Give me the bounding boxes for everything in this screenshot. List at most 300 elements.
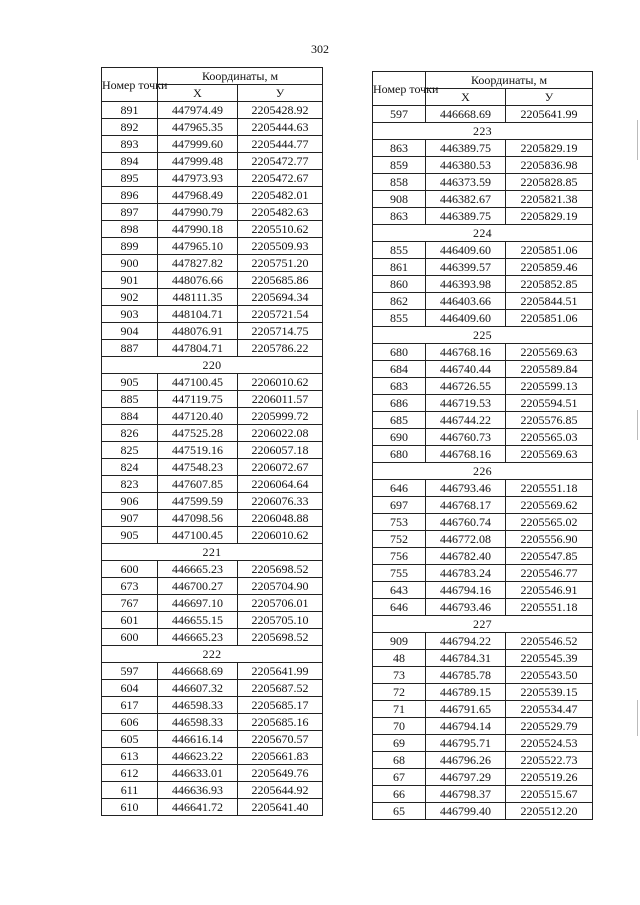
point-number-cell: 66 — [373, 786, 426, 803]
table-row — [373, 242, 593, 259]
x-coordinate-cell: 446700.27 — [158, 578, 238, 595]
x-coordinate-cell: 447098.56 — [158, 510, 238, 527]
x-coordinate-cell: 448076.66 — [158, 272, 238, 289]
x-coordinate-cell: 446623.22 — [158, 748, 238, 765]
point-number-cell: 901 — [102, 272, 158, 289]
table-row — [102, 425, 323, 442]
x-coordinate-cell: 446399.57 — [426, 259, 506, 276]
x-coordinate-cell: 446697.10 — [158, 595, 238, 612]
point-number-cell: 697 — [373, 497, 426, 514]
y-coordinate-cell: 2205556.90 — [506, 531, 593, 548]
x-coordinate-cell: 447100.45 — [158, 527, 238, 544]
coordinates-table-left — [101, 67, 323, 816]
y-coordinate-cell: 2205852.85 — [506, 276, 593, 293]
x-coordinate-cell: 446772.08 — [426, 531, 506, 548]
table-row — [102, 204, 323, 221]
point-number-cell: 601 — [102, 612, 158, 629]
y-coordinate-cell: 2205534.47 — [506, 701, 593, 718]
table-row — [373, 514, 593, 531]
y-coordinate-cell: 2205546.77 — [506, 565, 593, 582]
table-row — [373, 786, 593, 803]
group-row — [373, 123, 593, 140]
point-number-cell: 646 — [373, 480, 426, 497]
table-row — [102, 612, 323, 629]
group-number: 226 — [373, 463, 593, 480]
x-coordinate-cell: 446740.44 — [426, 361, 506, 378]
table-row — [102, 323, 323, 340]
table-row — [102, 119, 323, 136]
table-row — [102, 578, 323, 595]
y-coordinate-cell: 2205844.51 — [506, 293, 593, 310]
header-y: У — [506, 89, 593, 106]
point-number-cell: 899 — [102, 238, 158, 255]
y-coordinate-cell: 2205569.63 — [506, 344, 593, 361]
point-number-cell: 67 — [373, 769, 426, 786]
x-coordinate-cell: 447120.40 — [158, 408, 238, 425]
x-coordinate-cell: 447965.10 — [158, 238, 238, 255]
point-number-cell: 755 — [373, 565, 426, 582]
y-coordinate-cell: 2206072.67 — [238, 459, 323, 476]
x-coordinate-cell: 446794.16 — [426, 582, 506, 599]
y-coordinate-cell: 2205569.63 — [506, 446, 593, 463]
y-coordinate-cell: 2205670.57 — [238, 731, 323, 748]
table-row — [373, 684, 593, 701]
point-number-cell: 900 — [102, 255, 158, 272]
table-row — [373, 752, 593, 769]
x-coordinate-cell: 446744.22 — [426, 412, 506, 429]
point-number-cell: 863 — [373, 208, 426, 225]
y-coordinate-cell: 2205482.01 — [238, 187, 323, 204]
table-row — [102, 459, 323, 476]
table-row — [102, 714, 323, 731]
point-number-cell: 894 — [102, 153, 158, 170]
x-coordinate-cell: 446598.33 — [158, 714, 238, 731]
point-number-cell: 892 — [102, 119, 158, 136]
table-row — [102, 153, 323, 170]
scan-margin-mark — [637, 700, 638, 736]
point-number-cell: 71 — [373, 701, 426, 718]
x-coordinate-cell: 448111.35 — [158, 289, 238, 306]
point-number-cell: 73 — [373, 667, 426, 684]
y-coordinate-cell: 2205472.77 — [238, 153, 323, 170]
point-number-cell: 684 — [373, 361, 426, 378]
x-coordinate-cell: 447119.75 — [158, 391, 238, 408]
y-coordinate-cell: 2205565.03 — [506, 429, 593, 446]
point-number-cell: 752 — [373, 531, 426, 548]
x-coordinate-cell: 446665.23 — [158, 629, 238, 646]
point-number-cell: 860 — [373, 276, 426, 293]
point-number-cell: 907 — [102, 510, 158, 527]
header-coordinates: Координаты, м — [426, 72, 593, 89]
x-coordinate-cell: 446380.53 — [426, 157, 506, 174]
table-row — [102, 731, 323, 748]
x-coordinate-cell: 446373.59 — [426, 174, 506, 191]
y-coordinate-cell: 2205829.19 — [506, 140, 593, 157]
y-coordinate-cell: 2205547.85 — [506, 548, 593, 565]
table-row — [373, 565, 593, 582]
table-row — [373, 208, 593, 225]
table-row — [102, 663, 323, 680]
point-number-cell: 613 — [102, 748, 158, 765]
group-row — [373, 327, 593, 344]
point-number-cell: 905 — [102, 374, 158, 391]
x-coordinate-cell: 448104.71 — [158, 306, 238, 323]
point-number-cell: 756 — [373, 548, 426, 565]
point-number-cell: 825 — [102, 442, 158, 459]
point-number-cell: 686 — [373, 395, 426, 412]
x-coordinate-cell: 446409.60 — [426, 242, 506, 259]
scan-margin-mark — [637, 410, 638, 440]
table-row — [102, 289, 323, 306]
point-number-cell: 597 — [373, 106, 426, 123]
header-point-number: Номер точки — [373, 72, 426, 106]
x-coordinate-cell: 447974.49 — [158, 102, 238, 119]
point-number-cell: 683 — [373, 378, 426, 395]
x-coordinate-cell: 447999.60 — [158, 136, 238, 153]
table-row — [102, 187, 323, 204]
point-number-cell: 855 — [373, 242, 426, 259]
y-coordinate-cell: 2206010.62 — [238, 527, 323, 544]
table-row — [373, 650, 593, 667]
y-coordinate-cell: 2206057.18 — [238, 442, 323, 459]
table-row — [373, 344, 593, 361]
table-row — [373, 378, 593, 395]
y-coordinate-cell: 2205698.52 — [238, 561, 323, 578]
table-row — [102, 629, 323, 646]
x-coordinate-cell: 446636.93 — [158, 782, 238, 799]
y-coordinate-cell: 2205641.40 — [238, 799, 323, 816]
y-coordinate-cell: 2205859.46 — [506, 259, 593, 276]
y-coordinate-cell: 2205714.75 — [238, 323, 323, 340]
x-coordinate-cell: 446768.16 — [426, 446, 506, 463]
point-number-cell: 909 — [373, 633, 426, 650]
y-coordinate-cell: 2206064.64 — [238, 476, 323, 493]
x-coordinate-cell: 446598.33 — [158, 697, 238, 714]
y-coordinate-cell: 2205472.67 — [238, 170, 323, 187]
point-number-cell: 908 — [373, 191, 426, 208]
point-number-cell: 612 — [102, 765, 158, 782]
point-number-cell: 898 — [102, 221, 158, 238]
point-number-cell: 903 — [102, 306, 158, 323]
table-row — [373, 140, 593, 157]
x-coordinate-cell: 447525.28 — [158, 425, 238, 442]
group-row — [102, 544, 323, 561]
point-number-cell: 863 — [373, 140, 426, 157]
point-number-cell: 902 — [102, 289, 158, 306]
point-number-cell: 887 — [102, 340, 158, 357]
y-coordinate-cell: 2205539.15 — [506, 684, 593, 701]
point-number-cell: 680 — [373, 446, 426, 463]
table-row — [102, 272, 323, 289]
point-number-cell: 604 — [102, 680, 158, 697]
y-coordinate-cell: 2205694.34 — [238, 289, 323, 306]
y-coordinate-cell: 2205687.52 — [238, 680, 323, 697]
y-coordinate-cell: 2205599.13 — [506, 378, 593, 395]
x-coordinate-cell: 446796.26 — [426, 752, 506, 769]
y-coordinate-cell: 2205829.19 — [506, 208, 593, 225]
point-number-cell: 605 — [102, 731, 158, 748]
point-number-cell: 893 — [102, 136, 158, 153]
header-x: X — [426, 89, 506, 106]
y-coordinate-cell: 2205828.85 — [506, 174, 593, 191]
point-number-cell: 884 — [102, 408, 158, 425]
table-row — [102, 408, 323, 425]
x-coordinate-cell: 447548.23 — [158, 459, 238, 476]
y-coordinate-cell: 2205786.22 — [238, 340, 323, 357]
table-row — [373, 633, 593, 650]
x-coordinate-cell: 446791.65 — [426, 701, 506, 718]
table-row — [373, 293, 593, 310]
point-number-cell: 685 — [373, 412, 426, 429]
point-number-cell: 600 — [102, 629, 158, 646]
y-coordinate-cell: 2205524.53 — [506, 735, 593, 752]
y-coordinate-cell: 2205545.39 — [506, 650, 593, 667]
x-coordinate-cell: 447965.35 — [158, 119, 238, 136]
point-number-cell: 70 — [373, 718, 426, 735]
point-number-cell: 646 — [373, 599, 426, 616]
point-number-cell: 855 — [373, 310, 426, 327]
x-coordinate-cell: 447100.45 — [158, 374, 238, 391]
table-row — [102, 476, 323, 493]
x-coordinate-cell: 447973.93 — [158, 170, 238, 187]
table-row — [102, 340, 323, 357]
table-row — [373, 157, 593, 174]
y-coordinate-cell: 2205519.26 — [506, 769, 593, 786]
x-coordinate-cell: 446641.72 — [158, 799, 238, 816]
group-row — [102, 646, 323, 663]
table-row — [373, 718, 593, 735]
group-row — [102, 357, 323, 374]
point-number-cell: 600 — [102, 561, 158, 578]
point-number-cell: 824 — [102, 459, 158, 476]
y-coordinate-cell: 2205836.98 — [506, 157, 593, 174]
x-coordinate-cell: 446793.46 — [426, 599, 506, 616]
y-coordinate-cell: 2205649.76 — [238, 765, 323, 782]
point-number-cell: 861 — [373, 259, 426, 276]
group-number: 227 — [373, 616, 593, 633]
x-coordinate-cell: 447990.79 — [158, 204, 238, 221]
y-coordinate-cell: 2205510.62 — [238, 221, 323, 238]
point-number-cell: 859 — [373, 157, 426, 174]
table-row — [102, 799, 323, 816]
point-number-cell: 885 — [102, 391, 158, 408]
x-coordinate-cell: 446668.69 — [426, 106, 506, 123]
x-coordinate-cell: 446389.75 — [426, 208, 506, 225]
y-coordinate-cell: 2205751.20 — [238, 255, 323, 272]
table-row — [373, 412, 593, 429]
y-coordinate-cell: 2205515.67 — [506, 786, 593, 803]
point-number-cell: 69 — [373, 735, 426, 752]
y-coordinate-cell: 2205644.92 — [238, 782, 323, 799]
table-row — [373, 395, 593, 412]
table-row — [102, 782, 323, 799]
point-number-cell: 673 — [102, 578, 158, 595]
group-row — [373, 463, 593, 480]
point-number-cell: 823 — [102, 476, 158, 493]
y-coordinate-cell: 2205661.83 — [238, 748, 323, 765]
table-row — [102, 697, 323, 714]
y-coordinate-cell: 2205565.02 — [506, 514, 593, 531]
x-coordinate-cell: 446797.29 — [426, 769, 506, 786]
y-coordinate-cell: 2205509.93 — [238, 238, 323, 255]
table-row — [102, 221, 323, 238]
point-number-cell: 891 — [102, 102, 158, 119]
x-coordinate-cell: 446789.15 — [426, 684, 506, 701]
table-row — [373, 803, 593, 820]
x-coordinate-cell: 446409.60 — [426, 310, 506, 327]
x-coordinate-cell: 446760.74 — [426, 514, 506, 531]
x-coordinate-cell: 446782.40 — [426, 548, 506, 565]
table-row — [102, 136, 323, 153]
point-number-cell: 897 — [102, 204, 158, 221]
x-coordinate-cell: 447519.16 — [158, 442, 238, 459]
table-row — [373, 361, 593, 378]
point-number-cell: 858 — [373, 174, 426, 191]
table-row — [373, 769, 593, 786]
table-row — [373, 548, 593, 565]
table-row — [102, 391, 323, 408]
table-row — [102, 238, 323, 255]
x-coordinate-cell: 447607.85 — [158, 476, 238, 493]
y-coordinate-cell: 2205685.16 — [238, 714, 323, 731]
point-number-cell: 610 — [102, 799, 158, 816]
x-coordinate-cell: 446798.37 — [426, 786, 506, 803]
table-row — [102, 765, 323, 782]
x-coordinate-cell: 446382.67 — [426, 191, 506, 208]
header-x: X — [158, 85, 238, 102]
x-coordinate-cell: 446784.31 — [426, 650, 506, 667]
y-coordinate-cell: 2205685.17 — [238, 697, 323, 714]
point-number-cell: 895 — [102, 170, 158, 187]
x-coordinate-cell: 448076.91 — [158, 323, 238, 340]
x-coordinate-cell: 446655.15 — [158, 612, 238, 629]
group-number: 221 — [102, 544, 323, 561]
table-row — [102, 374, 323, 391]
y-coordinate-cell: 2205522.73 — [506, 752, 593, 769]
header-y: У — [238, 85, 323, 102]
table-row — [102, 102, 323, 119]
y-coordinate-cell: 2206011.57 — [238, 391, 323, 408]
x-coordinate-cell: 446719.53 — [426, 395, 506, 412]
y-coordinate-cell: 2205851.06 — [506, 310, 593, 327]
table-row — [102, 306, 323, 323]
point-number-cell: 906 — [102, 493, 158, 510]
y-coordinate-cell: 2205641.99 — [506, 106, 593, 123]
y-coordinate-cell: 2205551.18 — [506, 480, 593, 497]
y-coordinate-cell: 2205589.84 — [506, 361, 593, 378]
scan-margin-mark — [637, 120, 638, 160]
y-coordinate-cell: 2205721.54 — [238, 306, 323, 323]
group-number: 222 — [102, 646, 323, 663]
table-row — [373, 497, 593, 514]
y-coordinate-cell: 2205851.06 — [506, 242, 593, 259]
point-number-cell: 48 — [373, 650, 426, 667]
x-coordinate-cell: 447968.49 — [158, 187, 238, 204]
y-coordinate-cell: 2205704.90 — [238, 578, 323, 595]
y-coordinate-cell: 2205641.99 — [238, 663, 323, 680]
x-coordinate-cell: 446616.14 — [158, 731, 238, 748]
y-coordinate-cell: 2205705.10 — [238, 612, 323, 629]
y-coordinate-cell: 2205821.38 — [506, 191, 593, 208]
point-number-cell: 690 — [373, 429, 426, 446]
x-coordinate-cell: 446393.98 — [426, 276, 506, 293]
y-coordinate-cell: 2205576.85 — [506, 412, 593, 429]
point-number-cell: 862 — [373, 293, 426, 310]
table-row — [373, 599, 593, 616]
x-coordinate-cell: 447999.48 — [158, 153, 238, 170]
point-number-cell: 611 — [102, 782, 158, 799]
y-coordinate-cell: 2205444.63 — [238, 119, 323, 136]
x-coordinate-cell: 446793.46 — [426, 480, 506, 497]
x-coordinate-cell: 446795.71 — [426, 735, 506, 752]
y-coordinate-cell: 2205551.18 — [506, 599, 593, 616]
table-row — [373, 310, 593, 327]
x-coordinate-cell: 446633.01 — [158, 765, 238, 782]
y-coordinate-cell: 2206076.33 — [238, 493, 323, 510]
y-coordinate-cell: 2205444.77 — [238, 136, 323, 153]
x-coordinate-cell: 447990.18 — [158, 221, 238, 238]
table-row — [373, 446, 593, 463]
point-number-cell: 904 — [102, 323, 158, 340]
y-coordinate-cell: 2205546.52 — [506, 633, 593, 650]
table-row — [102, 527, 323, 544]
x-coordinate-cell: 446760.73 — [426, 429, 506, 446]
x-coordinate-cell: 446768.17 — [426, 497, 506, 514]
y-coordinate-cell: 2205428.92 — [238, 102, 323, 119]
x-coordinate-cell: 446794.22 — [426, 633, 506, 650]
y-coordinate-cell: 2205999.72 — [238, 408, 323, 425]
point-number-cell: 896 — [102, 187, 158, 204]
y-coordinate-cell: 2205594.51 — [506, 395, 593, 412]
table-row — [373, 276, 593, 293]
y-coordinate-cell: 2205512.20 — [506, 803, 593, 820]
point-number-cell: 606 — [102, 714, 158, 731]
page-number: 302 — [311, 42, 329, 56]
y-coordinate-cell: 2205543.50 — [506, 667, 593, 684]
table-row — [102, 442, 323, 459]
x-coordinate-cell: 446783.24 — [426, 565, 506, 582]
y-coordinate-cell: 2205698.52 — [238, 629, 323, 646]
table-row — [102, 748, 323, 765]
point-number-cell: 753 — [373, 514, 426, 531]
table-row — [102, 510, 323, 527]
y-coordinate-cell: 2205529.79 — [506, 718, 593, 735]
x-coordinate-cell: 447804.71 — [158, 340, 238, 357]
y-coordinate-cell: 2205482.63 — [238, 204, 323, 221]
table-row — [373, 259, 593, 276]
group-row — [373, 225, 593, 242]
y-coordinate-cell: 2205685.86 — [238, 272, 323, 289]
group-number: 224 — [373, 225, 593, 242]
table-row — [102, 493, 323, 510]
y-coordinate-cell: 2205706.01 — [238, 595, 323, 612]
table-row — [373, 667, 593, 684]
x-coordinate-cell: 446403.66 — [426, 293, 506, 310]
table-row — [373, 582, 593, 599]
point-number-cell: 68 — [373, 752, 426, 769]
header-point-number: Номер точки — [102, 68, 158, 102]
table-row — [373, 429, 593, 446]
y-coordinate-cell: 2205546.91 — [506, 582, 593, 599]
point-number-cell: 643 — [373, 582, 426, 599]
table-row — [102, 680, 323, 697]
table-row — [373, 480, 593, 497]
x-coordinate-cell: 446785.78 — [426, 667, 506, 684]
x-coordinate-cell: 446726.55 — [426, 378, 506, 395]
table-row — [373, 735, 593, 752]
y-coordinate-cell: 2205569.62 — [506, 497, 593, 514]
x-coordinate-cell: 446668.69 — [158, 663, 238, 680]
